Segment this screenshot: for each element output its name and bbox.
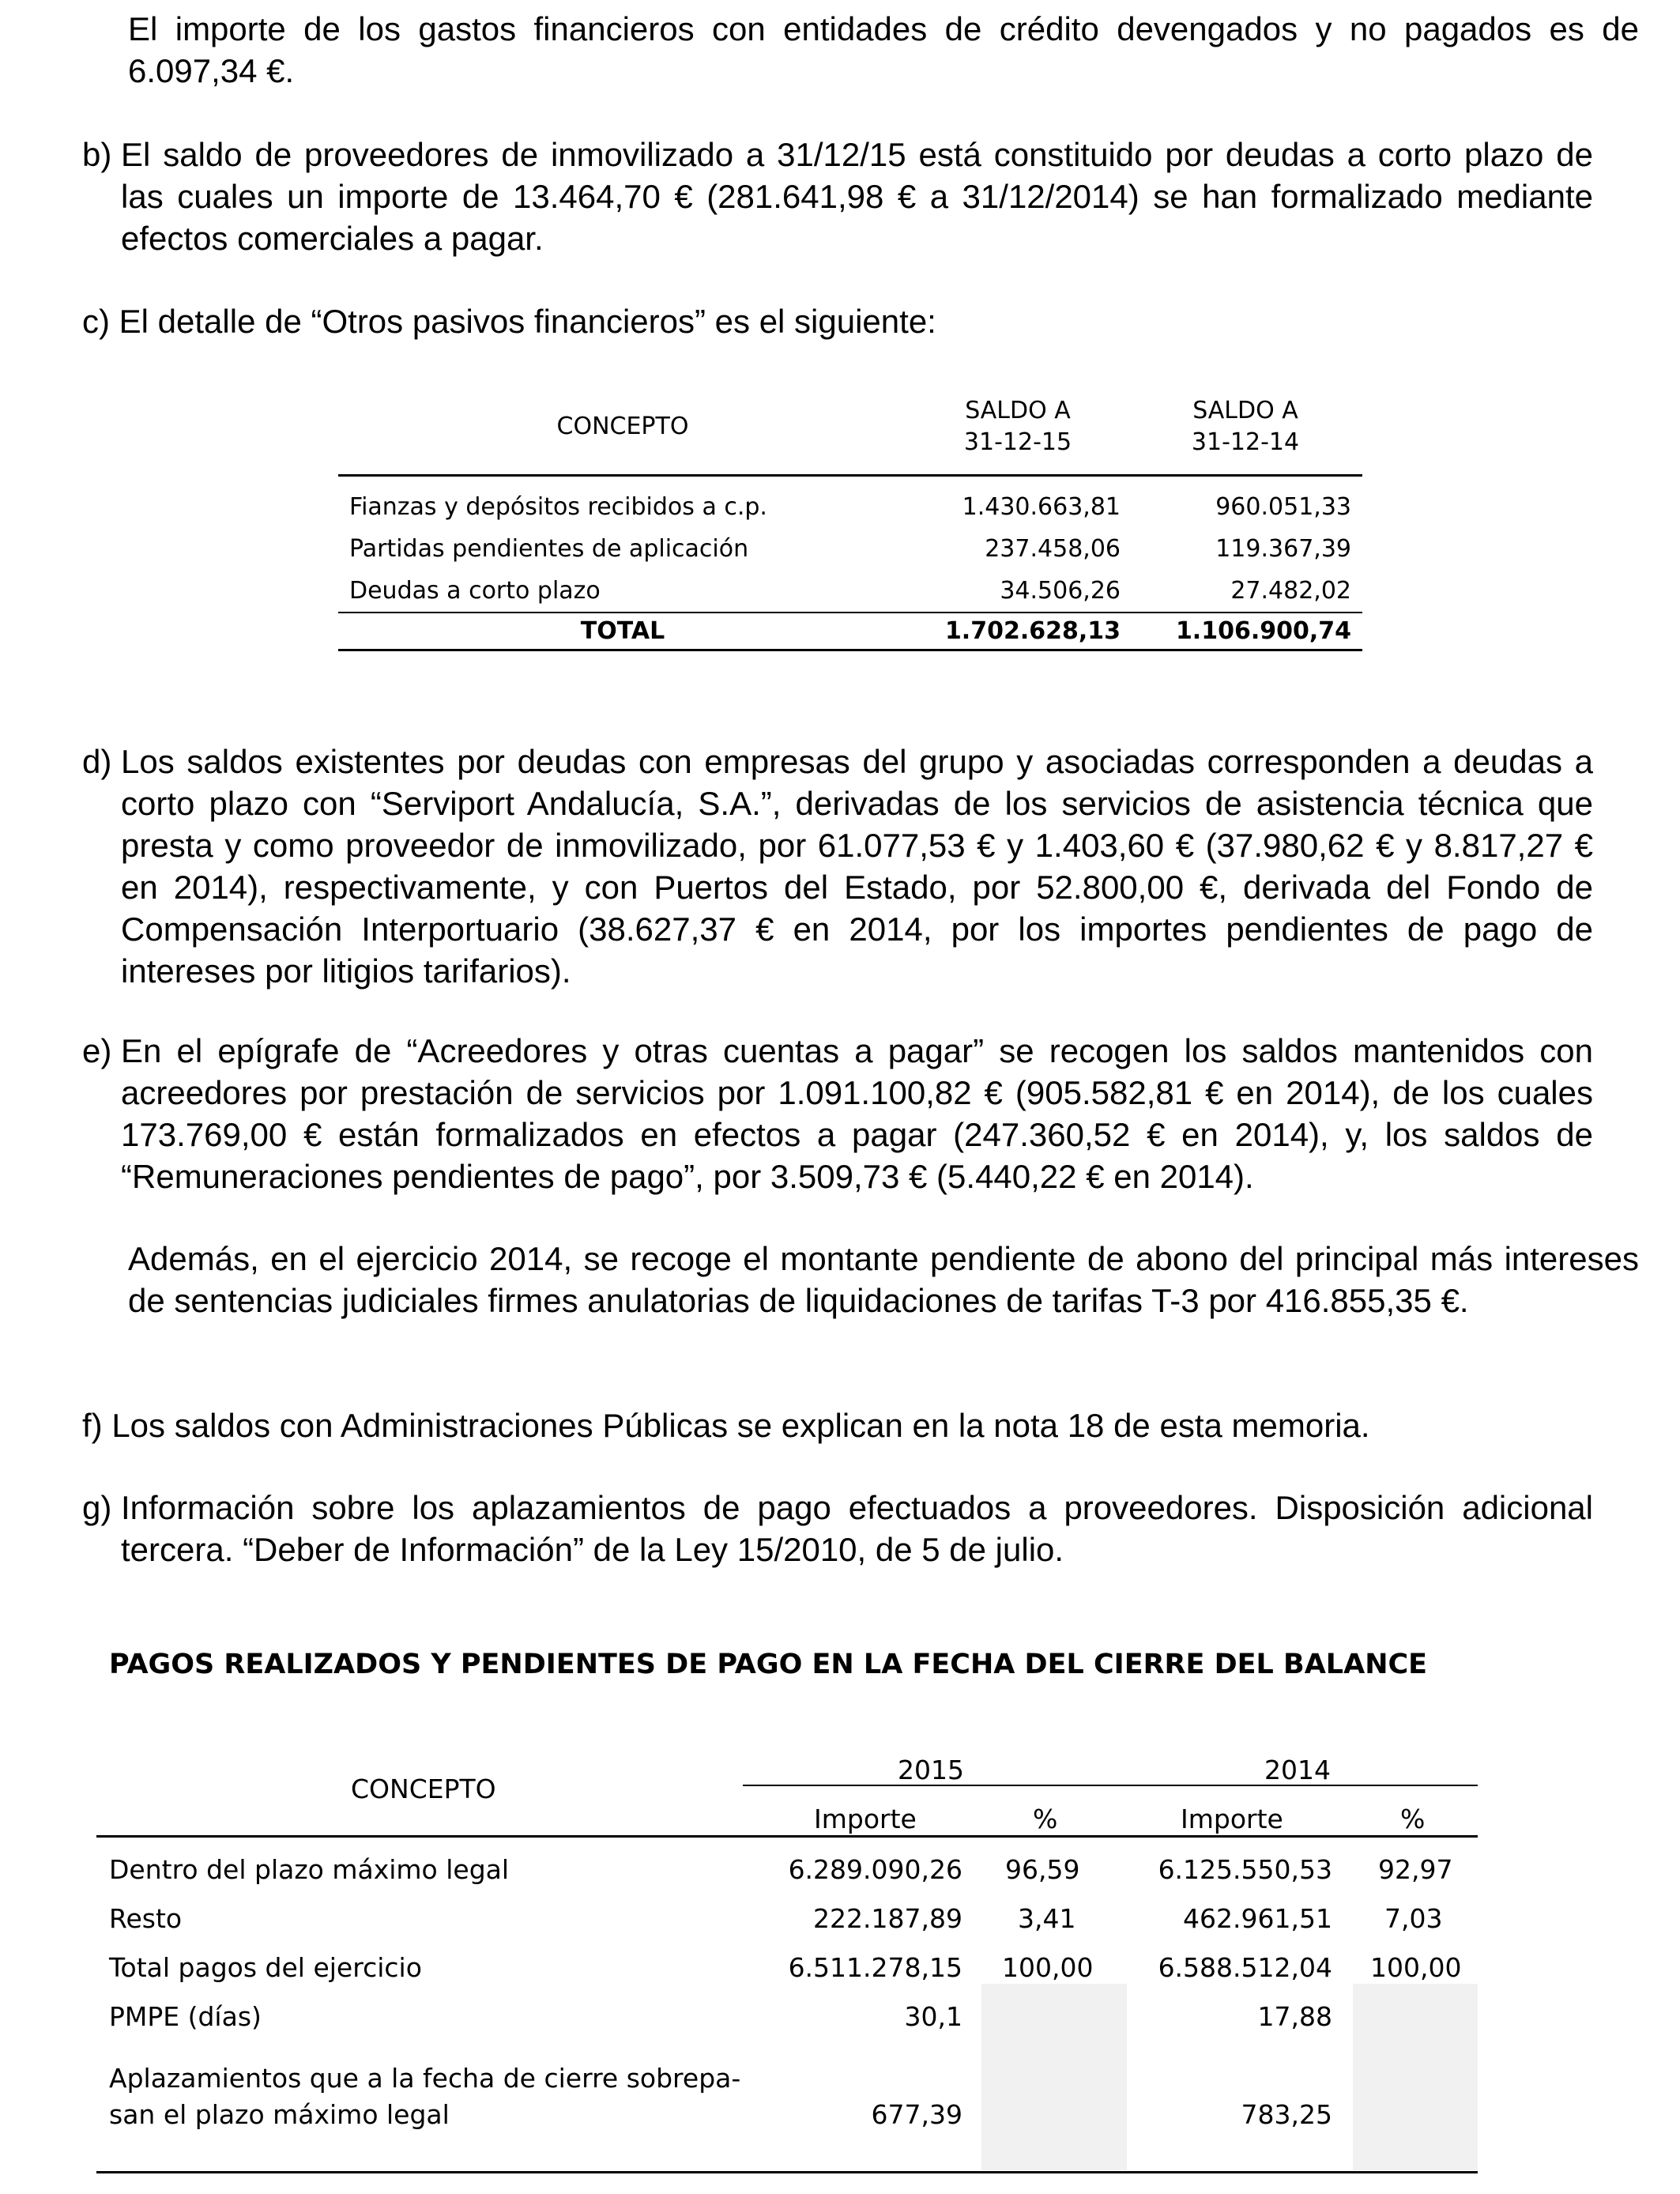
cell-concepto: Total pagos del ejercicio [109, 1952, 422, 1983]
header-bottom-line [96, 1835, 1478, 1838]
cell-2014: 119.367,39 [1215, 535, 1351, 563]
item-text-b: El saldo de proveedores de inmovilizado a 31/12/15 está constituido por deudas a corto plazo de las cuales un importe de 13.464,70 € (281.641,98 € a 31/12/2014) se han formalizado mediante efectos comerciales a pagar. [121, 136, 1593, 257]
table-total-row [338, 612, 1362, 651]
header-saldo-2015 [907, 395, 1128, 458]
item-label-g: g) [82, 1489, 122, 1526]
item-text-d: Los saldos existentes por deudas con empresas del grupo y asociadas corresponden a deudas a corto plazo con “Serviport Andalucía, S.A.”, derivadas de los servicios de asistencia técnica que presta y como proveedor de inmovilizado, por 61.077,53 € y 1.403,60 € (37.980,62 € y 8.817,27 € en 2014), respectivamente, y con Puertos del Estado, por 52.800,00 €, derivada del Fondo de Compensación Interportuario (38.627,37 € en 2014, por los importes pendientes de pago de intereses por litigios tarifarios). [121, 743, 1593, 990]
paragraph-c: c) El detalle de “Otros pasivos financieros” es el siguiente: [82, 303, 936, 340]
header-saldo-2014 [1128, 395, 1362, 458]
cell-concepto: Dentro del plazo máximo legal [109, 1854, 510, 1885]
header-year-2015: 2015 [898, 1755, 964, 1785]
cell-concepto: Partidas pendientes de aplicación [349, 535, 749, 563]
item-label-d: d) [82, 743, 122, 780]
table-row [338, 528, 1362, 570]
cell-pct-2015: 100,00 [1002, 1952, 1094, 1983]
header-date-2015: 31-12-15 [963, 428, 1072, 456]
paragraph-g [82, 1487, 1593, 1570]
header-year-2014: 2014 [1264, 1755, 1331, 1785]
cell-importe-2015: 222.187,89 [813, 1903, 962, 1934]
table-row [338, 486, 1362, 528]
cell-2014: 27.482,02 [1230, 577, 1351, 605]
cell-importe-2014: 783,25 [1241, 2099, 1332, 2130]
cell-concepto-line2: san el plazo máximo legal [109, 2099, 450, 2130]
cell-importe-2015: 6.511.278,15 [788, 1952, 962, 1983]
empty-cell-shade [1353, 1984, 1478, 2170]
item-text-g: Información sobre los aplazamientos de pago efectuados a proveedores. Disposición adicional tercera. “Deber de Información” de la Ley 15/2010, de 5 de julio. [121, 1489, 1593, 1568]
section-title: PAGOS REALIZADOS Y PENDIENTES DE PAGO EN LA FECHA DEL CIERRE DEL BALANCE [109, 1649, 1428, 1680]
header-pct-2014: % [1400, 1804, 1426, 1834]
header-saldo-a: SALDO A [1192, 397, 1298, 424]
cell-concepto: PMPE (días) [109, 2001, 262, 2032]
cell-pct-2014: 100,00 [1370, 1952, 1462, 1983]
year-header-line [743, 1785, 1478, 1786]
header-concepto: CONCEPTO [556, 413, 689, 440]
cell-pct-2015: 3,41 [1018, 1903, 1076, 1934]
cell-pct-2014: 7,03 [1384, 1903, 1443, 1934]
paragraph-d [82, 741, 1593, 992]
cell-concepto: Fianzas y depósitos recibidos a c.p. [349, 493, 767, 521]
total-2014: 1.106.900,74 [1175, 617, 1351, 645]
cell-importe-2014: 462.961,51 [1183, 1903, 1332, 1934]
header-pct-2015: % [1033, 1804, 1058, 1834]
paragraph-e [82, 1030, 1593, 1197]
cell-pct-2015: 96,59 [1005, 1854, 1080, 1885]
table-row [338, 570, 1362, 612]
header-date-2014: 31-12-14 [1191, 428, 1300, 456]
paragraph-e-continued: Además, en el ejercicio 2014, se recoge el montante pendiente de abono del principal más intereses de sentencias judiciales firmes anulatorias de liquidaciones de tarifas T-3 por 416.855,35 €. [128, 1240, 1639, 1319]
item-label-e: e) [82, 1032, 122, 1069]
cell-2014: 960.051,33 [1215, 493, 1351, 521]
cell-importe-2014: 17,88 [1257, 2001, 1332, 2032]
total-label: TOTAL [580, 617, 665, 645]
cell-2015: 1.430.663,81 [962, 493, 1121, 521]
table-header [338, 395, 1362, 477]
table-bottom-line [96, 2171, 1478, 2173]
cell-importe-2015: 677,39 [871, 2099, 962, 2130]
header-saldo-a: SALDO A [965, 397, 1071, 424]
header-concepto: CONCEPTO [351, 1774, 496, 1804]
table-otros-pasivos [338, 395, 1362, 651]
table-pagos [96, 1747, 1478, 2173]
empty-cell-shade [981, 1984, 1127, 2170]
header-importe-2014: Importe [1181, 1804, 1283, 1834]
cell-2015: 34.506,26 [1000, 577, 1121, 605]
item-label-b: b) [82, 136, 122, 173]
cell-importe-2015: 30,1 [904, 2001, 962, 2032]
cell-importe-2015: 6.289.090,26 [788, 1854, 962, 1885]
cell-importe-2014: 6.125.550,53 [1158, 1854, 1332, 1885]
cell-importe-2014: 6.588.512,04 [1158, 1952, 1332, 1983]
header-importe-2015: Importe [814, 1804, 917, 1834]
paragraph-f: f) Los saldos con Administraciones Públicas se explican en la nota 18 de esta memoria. [82, 1407, 1370, 1444]
total-2015: 1.702.628,13 [944, 617, 1121, 645]
paragraph-b [82, 134, 1593, 259]
cell-pct-2014: 92,97 [1378, 1854, 1453, 1885]
cell-concepto: Resto [109, 1903, 183, 1934]
paragraph-gastos-financieros: El importe de los gastos financieros con entidades de crédito devengados y no pagados es de 6.097,34 €. [128, 10, 1639, 89]
item-text-e: En el epígrafe de “Acreedores y otras cuentas a pagar” se recogen los saldos mantenidos con acreedores por prestación de servicios por 1.091.100,82 € (905.582,81 € en 2014), de los cuales 173.769,00 € están formalizados en efectos a pagar (247.360,52 € en 2014), y, los saldos de “Remuneraciones pendientes de pago”, por 3.509,73 € (5.440,22 € en 2014). [121, 1032, 1593, 1195]
cell-concepto-line1: Aplazamientos que a la fecha de cierre sobrepa- [109, 2063, 741, 2094]
cell-2015: 237.458,06 [985, 535, 1121, 563]
cell-concepto: Deudas a corto plazo [349, 577, 601, 605]
